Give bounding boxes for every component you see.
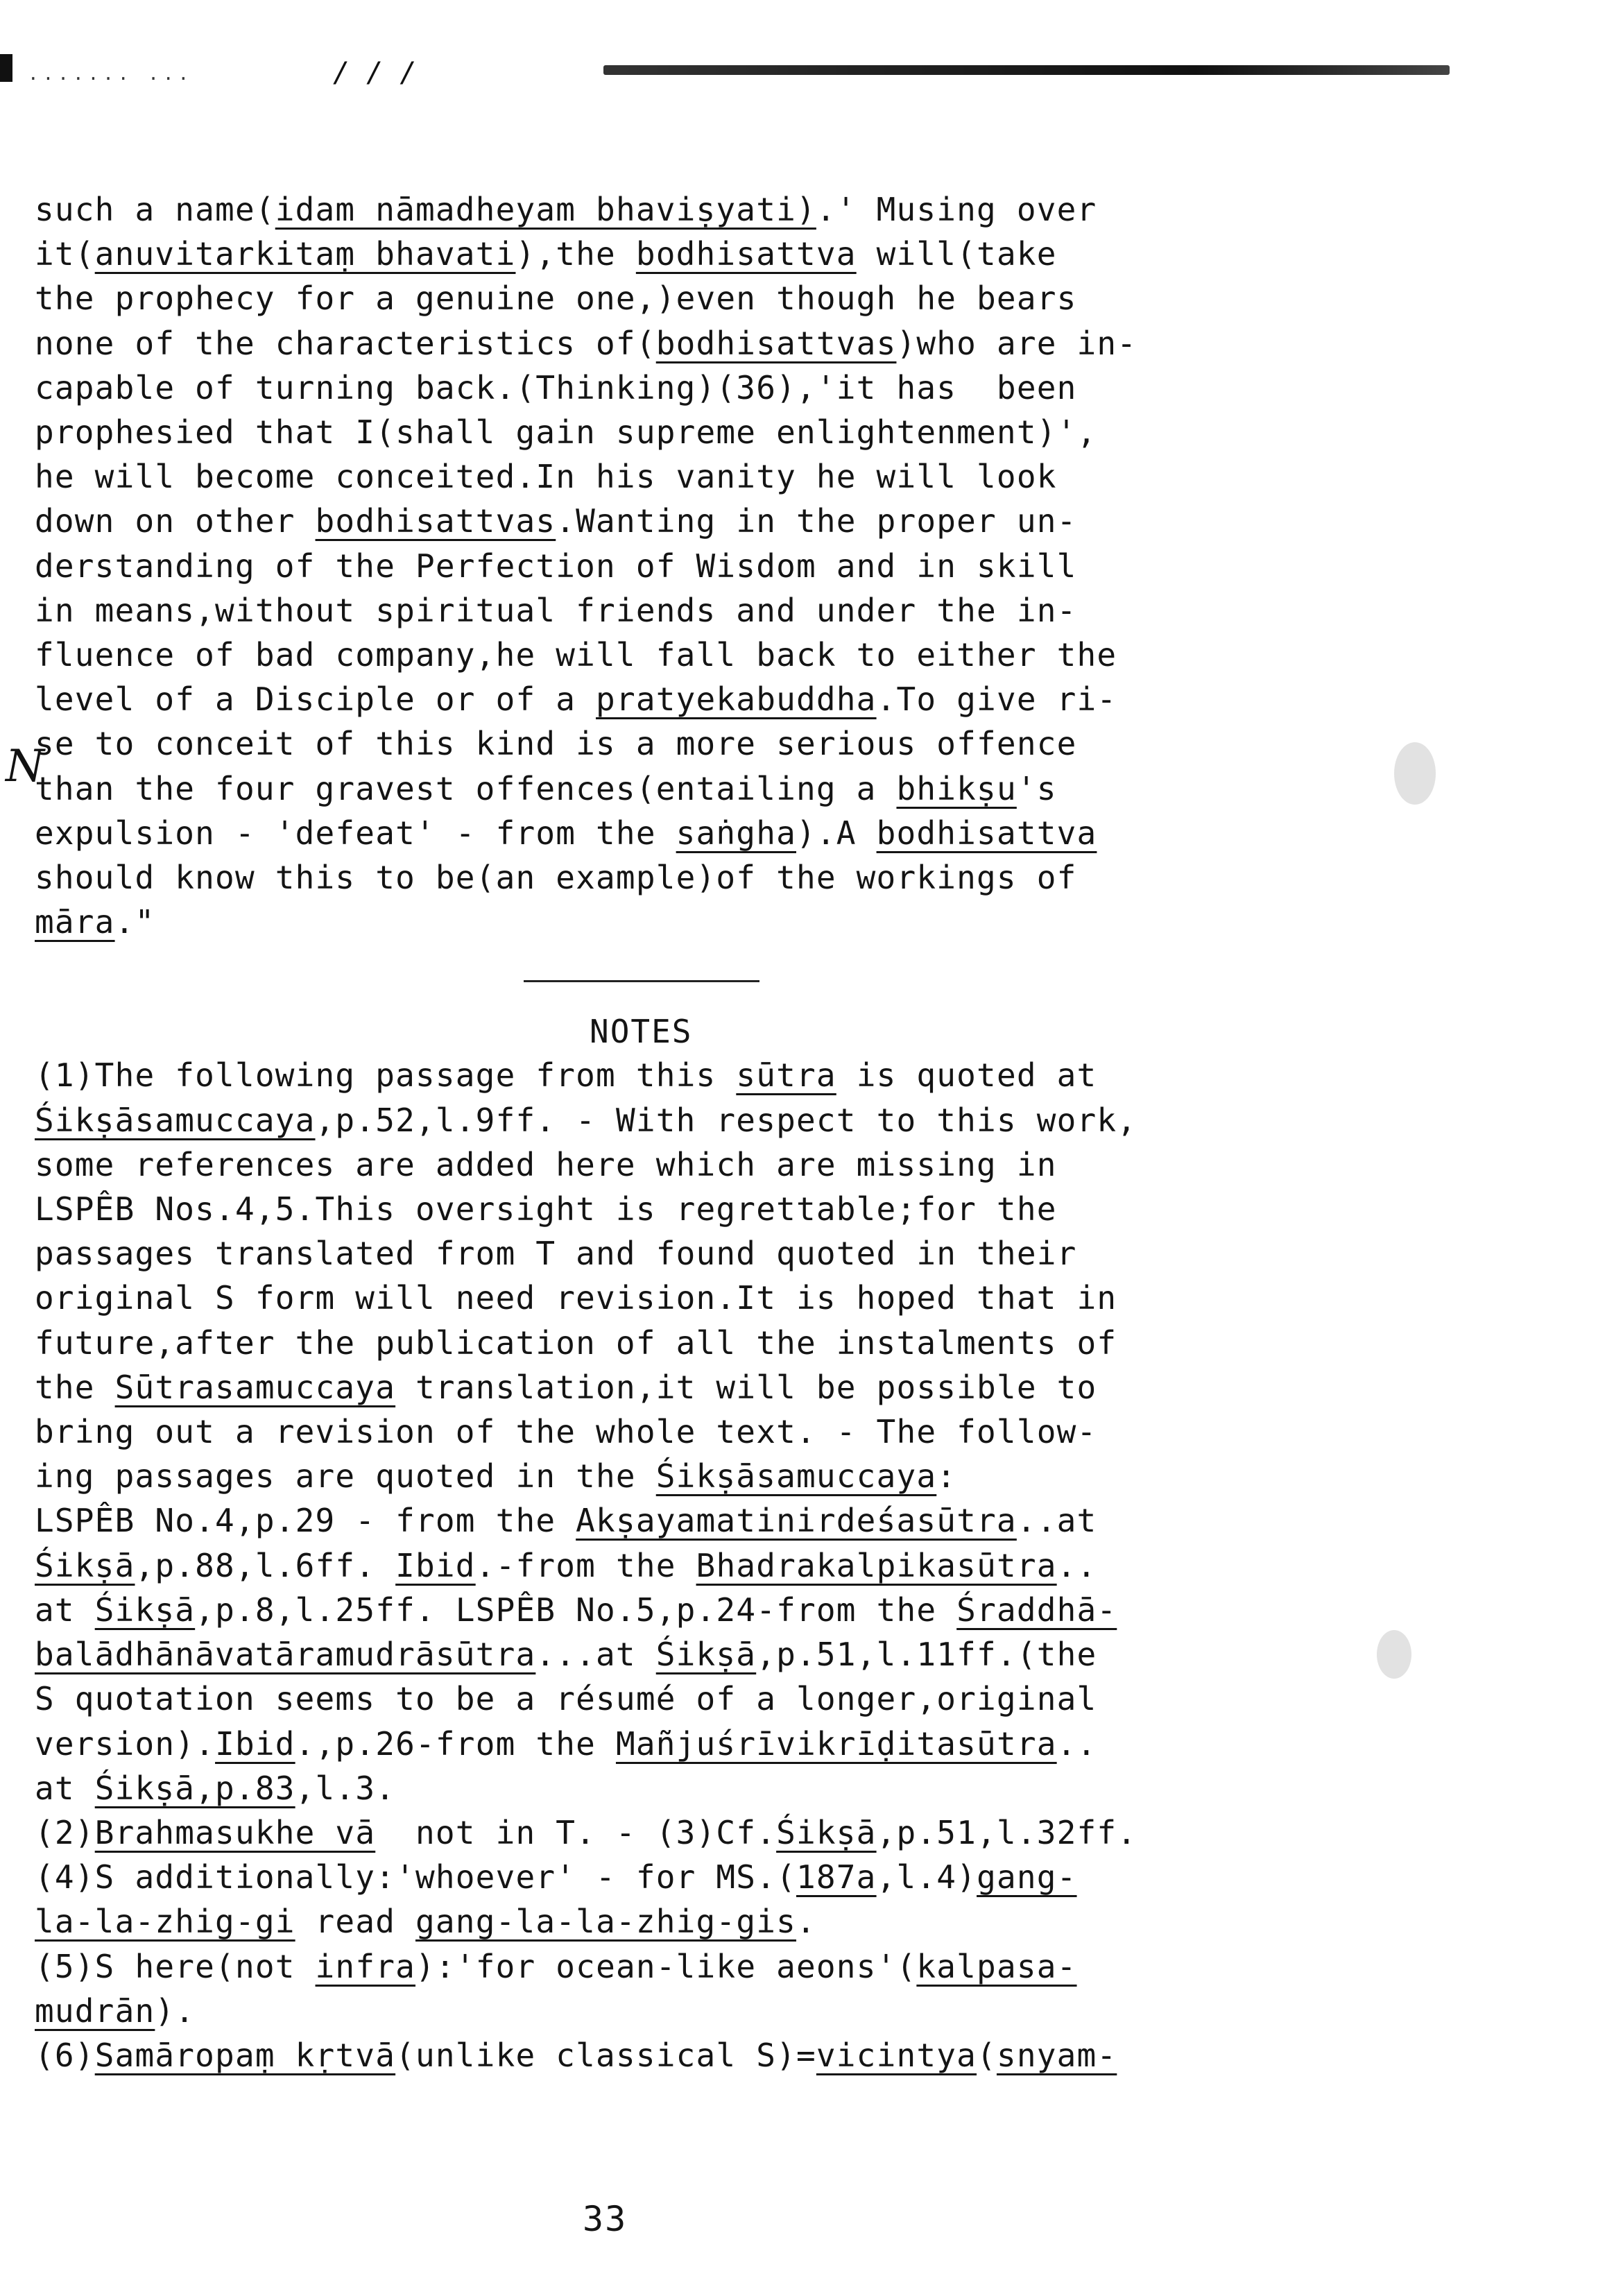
underlined-term: Śikṣā [776, 1813, 877, 1851]
text-run: prophesied that I(shall gain supreme enlightenment)', [35, 413, 1097, 452]
scan-speck [1377, 1630, 1411, 1679]
underlined-term: Sūtrasamuccaya [114, 1368, 396, 1406]
underlined-term: Akṣayamatinirdeśasūtra [576, 1502, 1017, 1540]
underlined-term: mudrān [35, 1991, 155, 2030]
text-run: passages translated from T and found quoted in their [35, 1235, 1077, 1273]
scan-rule [603, 65, 1450, 75]
body-line [35, 276, 1297, 320]
text-run: level of a Disciple or of a [35, 680, 596, 719]
text-run: .,p.26-from the [295, 1724, 616, 1763]
section-separator [524, 980, 759, 982]
text-run: should know this to be(an example)of the workings of [35, 859, 1077, 897]
text-run: ,p.51,l.32ff. [876, 1813, 1137, 1851]
text-run: in means,without spiritual friends and under the in- [35, 591, 1077, 629]
underlined-term: 187a [796, 1858, 877, 1896]
note-line [35, 1543, 1297, 1588]
note-line [35, 1632, 1297, 1677]
body-line [35, 454, 1297, 499]
page-number: 33 [583, 2199, 628, 2239]
underlined-term: bodhisattvas [315, 502, 556, 540]
text-run: .-from the [475, 1546, 696, 1584]
underlined-term: Śikṣāsamuccaya [35, 1101, 316, 1139]
note-line [35, 1231, 1297, 1276]
body-line [35, 855, 1297, 900]
text-run: ..at [1016, 1502, 1097, 1540]
note-line [35, 1989, 1297, 2033]
underlined-term: Śikṣā [35, 1546, 135, 1584]
underlined-term: sūtra [736, 1056, 836, 1095]
underlined-term: anuvitarkitaṃ bhavati [94, 235, 516, 273]
text-run: not in T. - (3)Cf. [375, 1813, 777, 1851]
note-line [35, 1098, 1297, 1142]
text-run: he will become conceited.In his vanity he will look [35, 458, 1057, 496]
text-run: .. [1056, 1724, 1097, 1763]
body-line [35, 410, 1297, 454]
note-line [35, 1899, 1297, 1944]
underlined-term: Ibid [395, 1546, 476, 1584]
text-run: ,l.4) [876, 1858, 977, 1896]
text-run: ),the [515, 235, 636, 273]
underlined-term: gang- [977, 1858, 1077, 1896]
underlined-term: Śikṣā [655, 1636, 757, 1674]
body-line [35, 721, 1297, 766]
underlined-term: māra [35, 903, 115, 941]
note-line [35, 1944, 1297, 1989]
underlined-term: saṅgha [676, 814, 796, 852]
text-run: it( [35, 235, 95, 273]
note-line [35, 1588, 1297, 1632]
underlined-term: la-la-zhig-gi [35, 1903, 295, 1941]
note-line [35, 1321, 1297, 1365]
note-line [35, 1142, 1297, 1187]
underlined-term: Bhadrakalpikasūtra [696, 1546, 1057, 1584]
note-line [35, 1365, 1297, 1410]
text-run: (5)S here(not [35, 1947, 316, 1985]
body-line [35, 366, 1297, 410]
underlined-term: bodhisattva [635, 235, 857, 273]
text-run: read [295, 1903, 416, 1941]
text-run: fluence of bad company,he will fall back to either the [35, 636, 1117, 674]
notes-title: NOTES [590, 1013, 693, 1051]
text-run: future,after the publication of all the instalments of [35, 1323, 1117, 1362]
note-line [35, 1454, 1297, 1498]
text-run: some references are added here which are missing in [35, 1145, 1057, 1183]
underlined-term: pratyekabuddha [596, 680, 877, 719]
text-run: version). [35, 1724, 216, 1763]
body-line [35, 766, 1297, 811]
underlined-term: balādhānāvatāramudrāsūtra [35, 1636, 536, 1674]
underlined-term: idam nāmadheyam bhaviṣyati) [275, 191, 816, 228]
text-run: translation,it will be possible to [395, 1368, 1097, 1406]
text-run: (unlike classical S)= [395, 2036, 816, 2074]
text-run: (1)The following passage from this [35, 1056, 737, 1095]
text-run: than the four gravest offences(entailing a [35, 769, 897, 807]
text-run: down on other [35, 502, 316, 540]
text-run: ...at [535, 1636, 656, 1674]
underlined-term: kalpasa- [916, 1947, 1077, 1985]
body-line [35, 588, 1297, 633]
text-run: capable of turning back.(Thinking)(36),'it has been [35, 368, 1077, 406]
scan-speck [1394, 742, 1436, 805]
note-line [35, 1187, 1297, 1231]
body-line [35, 811, 1297, 855]
note-line [35, 1053, 1297, 1097]
body-line [35, 544, 1297, 588]
text-run: none of the characteristics of( [35, 324, 656, 362]
note-line [35, 1410, 1297, 1454]
body-text [35, 187, 1297, 944]
underlined-term: infra [315, 1947, 416, 1985]
scan-ticks: / / / [333, 57, 417, 89]
underlined-term: Ibid [215, 1724, 295, 1763]
underlined-term: Samāropaṃ kṛtvā [94, 2036, 396, 2074]
text-run: .. [1056, 1546, 1097, 1584]
scan-dots: ....... ... [28, 64, 194, 85]
underlined-term: Brahmasukhe vā [94, 1813, 376, 1851]
note-line [35, 1766, 1297, 1810]
underlined-term: Śikṣāsamuccaya [655, 1457, 937, 1496]
text-run: (2) [35, 1813, 95, 1851]
text-run: such a name( [35, 191, 275, 228]
text-run: )who are in- [896, 324, 1137, 362]
margin-mark: N [6, 741, 44, 792]
underlined-term: vicintya [816, 2036, 977, 2074]
note-line [35, 1276, 1297, 1320]
text-run: .To give ri- [876, 680, 1117, 719]
scan-header-artifact [0, 49, 1623, 90]
text-run: LSPÊB Nos.4,5.This oversight is regrettable;for the [35, 1190, 1057, 1228]
text-run: expulsion - 'defeat' - from the [35, 814, 676, 852]
text-run: at [35, 1591, 95, 1629]
text-run: S quotation seems to be a résumé of a longer,original [35, 1680, 1097, 1718]
note-line [35, 2033, 1297, 2077]
body-line [35, 900, 1297, 944]
note-line [35, 1722, 1297, 1766]
text-run: ). [155, 1991, 196, 2030]
text-run: . [796, 1903, 816, 1941]
scan-mark [0, 54, 12, 82]
page-content [35, 187, 1297, 2077]
text-run: .' Musing over [816, 191, 1097, 228]
underlined-term: Śikṣā [94, 1591, 196, 1629]
text-run: ,p.52,l.9ff. - With respect to this work, [315, 1101, 1137, 1139]
text-run: derstanding of the Perfection of Wisdom and in skill [35, 547, 1077, 585]
text-run: at [35, 1769, 95, 1807]
text-run: bring out a revision of the whole text. - The follow- [35, 1413, 1097, 1451]
text-run: ):'for ocean-like aeons'( [415, 1947, 917, 1985]
text-run: .Wanting in the proper un- [556, 502, 1077, 540]
text-run: the prophecy for a genuine one,)even though he bears [35, 280, 1077, 318]
text-run: ( [977, 2036, 997, 2074]
text-run: ing passages are quoted in the [35, 1457, 656, 1496]
body-line [35, 499, 1297, 543]
text-run: ,p.8,l.25ff. LSPÊB No.5,p.24-from the [195, 1591, 957, 1629]
note-line [35, 1498, 1297, 1543]
notes-text [35, 1053, 1297, 2077]
text-run: is quoted at [836, 1056, 1097, 1095]
text-run: ).A [796, 814, 877, 852]
underlined-term: gang-la-la-zhig-gis [415, 1903, 797, 1941]
underlined-term: bhikṣu [896, 769, 1017, 807]
body-line [35, 232, 1297, 276]
body-line [35, 187, 1297, 232]
text-run: ,p.88,l.6ff. [135, 1546, 396, 1584]
underlined-term: bodhisattva [876, 814, 1097, 852]
text-run: will(take [856, 235, 1057, 273]
note-line [35, 1677, 1297, 1721]
text-run: (6) [35, 2036, 95, 2074]
text-run: 's [1016, 769, 1057, 807]
text-run: : [936, 1457, 957, 1496]
body-line [35, 677, 1297, 721]
note-line [35, 1855, 1297, 1899]
underlined-term: Śikṣā,p.83 [94, 1769, 295, 1807]
note-line [35, 1810, 1297, 1855]
text-run: ,l.3. [295, 1769, 396, 1807]
underlined-term: bodhisattvas [655, 324, 897, 362]
text-run: ." [114, 903, 155, 941]
text-run: (4)S additionally:'whoever' - for MS.( [35, 1858, 796, 1896]
body-line [35, 321, 1297, 366]
text-run: se to conceit of this kind is a more serious offence [35, 725, 1077, 763]
underlined-term: snyam- [996, 2036, 1117, 2074]
text-run: LSPÊB No.4,p.29 - from the [35, 1502, 576, 1540]
text-run: original S form will need revision.It is hoped that in [35, 1279, 1117, 1317]
underlined-term: Śraddhā- [956, 1591, 1117, 1629]
text-run: ,p.51,l.11ff.(the [756, 1636, 1097, 1674]
body-line [35, 633, 1297, 677]
text-run: the [35, 1368, 115, 1406]
underlined-term: Mañjuśrīvikrīḍitasūtra [615, 1724, 1057, 1763]
